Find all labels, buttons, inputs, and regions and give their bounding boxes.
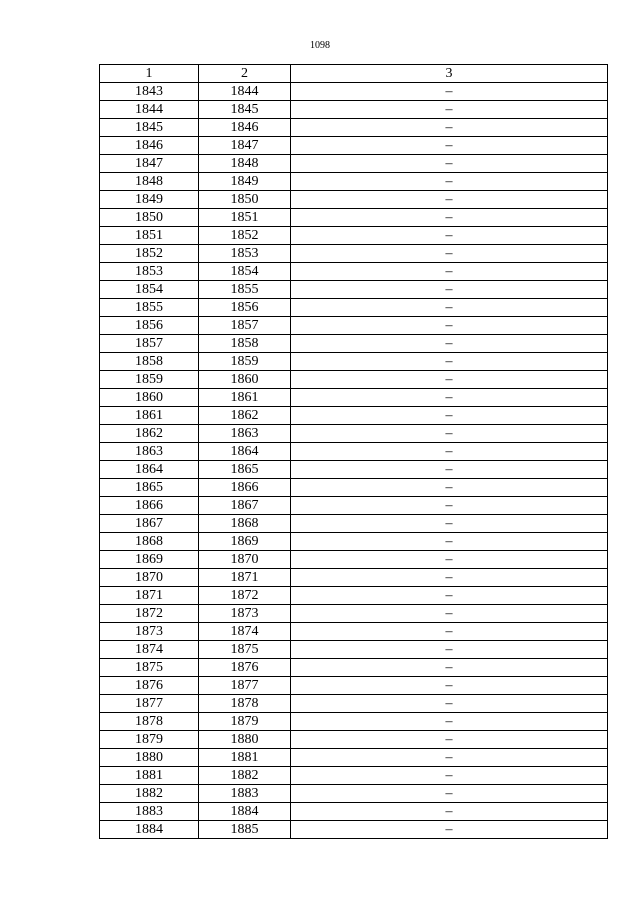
table-cell-col3: –	[291, 695, 608, 713]
table-cell-col2: 1867	[199, 497, 291, 515]
table-cell-col1: 1858	[100, 353, 199, 371]
table-row	[100, 137, 608, 155]
table-cell-col2: 1857	[199, 317, 291, 335]
table-cell-col3: –	[291, 767, 608, 785]
table-header	[100, 65, 608, 83]
table-cell-col3: –	[291, 515, 608, 533]
table-cell-col3: –	[291, 821, 608, 839]
table-cell-col2: 1864	[199, 443, 291, 461]
table-cell-col1: 1866	[100, 497, 199, 515]
table-cell-col2: 1856	[199, 299, 291, 317]
table-cell-col2: 1871	[199, 569, 291, 587]
table-cell-col1: 1881	[100, 767, 199, 785]
table-cell-col1: 1864	[100, 461, 199, 479]
table-row	[100, 371, 608, 389]
table-cell-col1: 1872	[100, 605, 199, 623]
table-cell-col1: 1870	[100, 569, 199, 587]
table-cell-col1: 1867	[100, 515, 199, 533]
table-cell-col2: 1850	[199, 191, 291, 209]
table-cell-col2: 1865	[199, 461, 291, 479]
table-row	[100, 83, 608, 101]
table-cell-col2: 1863	[199, 425, 291, 443]
table-cell-col1: 1877	[100, 695, 199, 713]
column-header-1: 1	[100, 65, 199, 83]
table-cell-col3: –	[291, 713, 608, 731]
table-cell-col1: 1844	[100, 101, 199, 119]
table-cell-col2: 1870	[199, 551, 291, 569]
table-cell-col3: –	[291, 569, 608, 587]
table-cell-col2: 1847	[199, 137, 291, 155]
table-row	[100, 605, 608, 623]
table-cell-col1: 1848	[100, 173, 199, 191]
table-cell-col2: 1868	[199, 515, 291, 533]
table-cell-col1: 1845	[100, 119, 199, 137]
table-cell-col2: 1878	[199, 695, 291, 713]
table-cell-col1: 1846	[100, 137, 199, 155]
table-cell-col2: 1875	[199, 641, 291, 659]
table-cell-col3: –	[291, 659, 608, 677]
table-cell-col1: 1865	[100, 479, 199, 497]
table-cell-col2: 1862	[199, 407, 291, 425]
table-cell-col1: 1883	[100, 803, 199, 821]
table-cell-col3: –	[291, 353, 608, 371]
table-cell-col2: 1851	[199, 209, 291, 227]
table-body	[100, 83, 608, 839]
table-cell-col2: 1866	[199, 479, 291, 497]
table-row	[100, 461, 608, 479]
table-cell-col3: –	[291, 785, 608, 803]
table-row	[100, 245, 608, 263]
table-cell-col2: 1846	[199, 119, 291, 137]
table-row	[100, 335, 608, 353]
table-row	[100, 803, 608, 821]
table-cell-col3: –	[291, 731, 608, 749]
table-cell-col1: 1859	[100, 371, 199, 389]
table-cell-col2: 1881	[199, 749, 291, 767]
table-cell-col1: 1871	[100, 587, 199, 605]
table-cell-col1: 1853	[100, 263, 199, 281]
table-cell-col1: 1849	[100, 191, 199, 209]
table-cell-col1: 1878	[100, 713, 199, 731]
table-cell-col2: 1854	[199, 263, 291, 281]
table-cell-col1: 1873	[100, 623, 199, 641]
table-row	[100, 569, 608, 587]
table-cell-col1: 1855	[100, 299, 199, 317]
table-row	[100, 479, 608, 497]
table-cell-col3: –	[291, 641, 608, 659]
table-cell-col3: –	[291, 551, 608, 569]
table-row	[100, 641, 608, 659]
table-cell-col3: –	[291, 119, 608, 137]
table-cell-col2: 1884	[199, 803, 291, 821]
table-row	[100, 731, 608, 749]
table-row	[100, 551, 608, 569]
table-row	[100, 821, 608, 839]
table-cell-col3: –	[291, 371, 608, 389]
table-cell-col3: –	[291, 173, 608, 191]
table-cell-col3: –	[291, 677, 608, 695]
table-cell-col3: –	[291, 497, 608, 515]
page-number: 1098	[310, 40, 330, 51]
table-cell-col3: –	[291, 803, 608, 821]
table-row	[100, 317, 608, 335]
table-cell-col2: 1876	[199, 659, 291, 677]
table-row	[100, 173, 608, 191]
table-cell-col1: 1875	[100, 659, 199, 677]
table-row	[100, 785, 608, 803]
table-row	[100, 749, 608, 767]
table-cell-col3: –	[291, 191, 608, 209]
table-cell-col2: 1885	[199, 821, 291, 839]
table-cell-col3: –	[291, 245, 608, 263]
table-cell-col2: 1869	[199, 533, 291, 551]
table-row	[100, 659, 608, 677]
table-row	[100, 353, 608, 371]
table-cell-col1: 1882	[100, 785, 199, 803]
header-row	[100, 65, 608, 83]
data-table	[99, 64, 608, 839]
table-cell-col1: 1884	[100, 821, 199, 839]
table-cell-col3: –	[291, 389, 608, 407]
table-row	[100, 515, 608, 533]
table-cell-col2: 1859	[199, 353, 291, 371]
table-cell-col2: 1852	[199, 227, 291, 245]
table-cell-col3: –	[291, 263, 608, 281]
table-cell-col2: 1860	[199, 371, 291, 389]
table-cell-col2: 1874	[199, 623, 291, 641]
table-cell-col3: –	[291, 479, 608, 497]
table-row	[100, 101, 608, 119]
table-row	[100, 263, 608, 281]
table-cell-col3: –	[291, 587, 608, 605]
table-cell-col1: 1861	[100, 407, 199, 425]
table-cell-col1: 1847	[100, 155, 199, 173]
table-cell-col2: 1880	[199, 731, 291, 749]
table-row	[100, 191, 608, 209]
table-cell-col3: –	[291, 749, 608, 767]
table-row	[100, 695, 608, 713]
table-cell-col2: 1879	[199, 713, 291, 731]
table-cell-col1: 1843	[100, 83, 199, 101]
column-header-2: 2	[199, 65, 291, 83]
table-cell-col3: –	[291, 425, 608, 443]
table-cell-col2: 1872	[199, 587, 291, 605]
table-cell-col3: –	[291, 605, 608, 623]
table-cell-col2: 1855	[199, 281, 291, 299]
table-row	[100, 443, 608, 461]
table-row	[100, 299, 608, 317]
table-cell-col3: –	[291, 137, 608, 155]
table-cell-col3: –	[291, 209, 608, 227]
table-row	[100, 767, 608, 785]
table-row	[100, 713, 608, 731]
table-cell-col3: –	[291, 407, 608, 425]
table-cell-col2: 1845	[199, 101, 291, 119]
table-cell-col1: 1850	[100, 209, 199, 227]
table-cell-col3: –	[291, 533, 608, 551]
table-row	[100, 533, 608, 551]
table-cell-col1: 1856	[100, 317, 199, 335]
table-cell-col2: 1853	[199, 245, 291, 263]
table-cell-col2: 1873	[199, 605, 291, 623]
table-cell-col1: 1879	[100, 731, 199, 749]
table-cell-col1: 1880	[100, 749, 199, 767]
table-cell-col3: –	[291, 335, 608, 353]
table-cell-col1: 1868	[100, 533, 199, 551]
table-row	[100, 623, 608, 641]
table-cell-col2: 1877	[199, 677, 291, 695]
table-cell-col2: 1844	[199, 83, 291, 101]
table-cell-col2: 1858	[199, 335, 291, 353]
table-cell-col1: 1860	[100, 389, 199, 407]
table-row	[100, 407, 608, 425]
table-row	[100, 587, 608, 605]
table-row	[100, 389, 608, 407]
table-cell-col3: –	[291, 461, 608, 479]
table-cell-col2: 1848	[199, 155, 291, 173]
table-cell-col1: 1863	[100, 443, 199, 461]
table-cell-col2: 1883	[199, 785, 291, 803]
table-row	[100, 497, 608, 515]
table-cell-col3: –	[291, 155, 608, 173]
table-cell-col3: –	[291, 623, 608, 641]
table-cell-col3: –	[291, 317, 608, 335]
table-row	[100, 677, 608, 695]
table-cell-col3: –	[291, 227, 608, 245]
table-cell-col3: –	[291, 443, 608, 461]
table-row	[100, 227, 608, 245]
table-cell-col1: 1857	[100, 335, 199, 353]
table-row	[100, 425, 608, 443]
table-row	[100, 119, 608, 137]
table-cell-col1: 1876	[100, 677, 199, 695]
table-cell-col3: –	[291, 281, 608, 299]
table-cell-col2: 1882	[199, 767, 291, 785]
table-cell-col1: 1862	[100, 425, 199, 443]
table-cell-col1: 1874	[100, 641, 199, 659]
table-cell-col3: –	[291, 101, 608, 119]
table-cell-col3: –	[291, 83, 608, 101]
table-cell-col2: 1861	[199, 389, 291, 407]
table-cell-col1: 1869	[100, 551, 199, 569]
table-row	[100, 209, 608, 227]
table-cell-col3: –	[291, 299, 608, 317]
table-row	[100, 155, 608, 173]
table-row	[100, 281, 608, 299]
column-header-3: 3	[291, 65, 608, 83]
table-cell-col2: 1849	[199, 173, 291, 191]
table-cell-col1: 1852	[100, 245, 199, 263]
table-cell-col1: 1854	[100, 281, 199, 299]
table-cell-col1: 1851	[100, 227, 199, 245]
